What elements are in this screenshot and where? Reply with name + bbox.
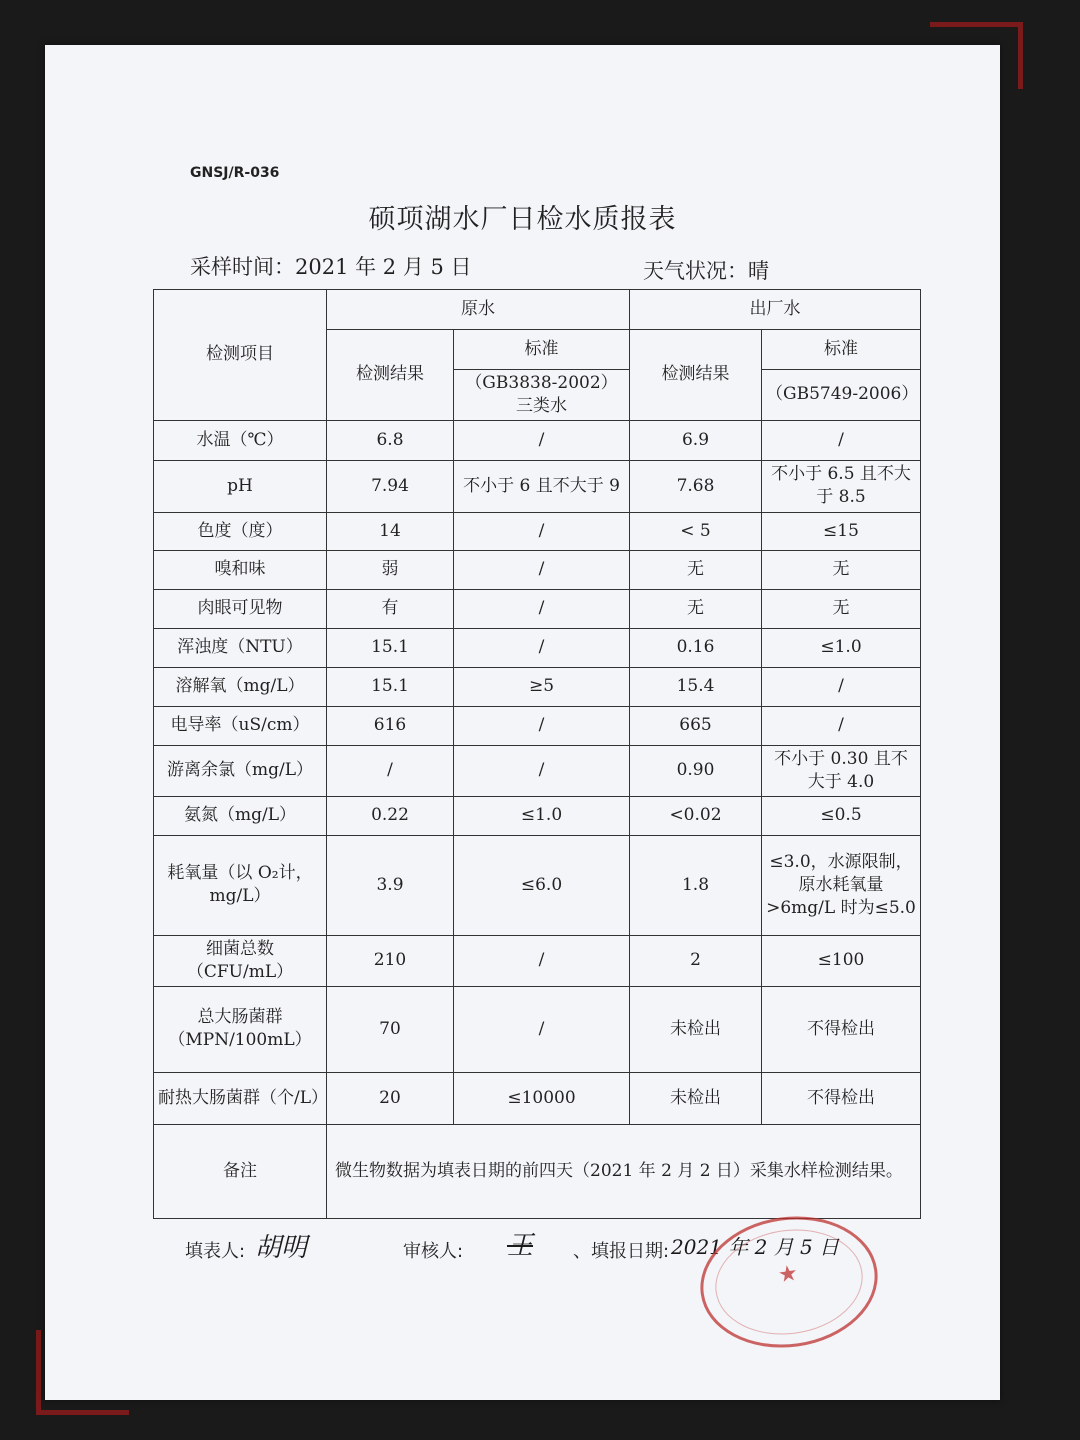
cell-out-standard: ≤100 [762,935,921,986]
cell-out-result: 0.16 [630,628,762,667]
table-row [154,706,921,745]
table-row [154,835,921,935]
cell-out-result: < 5 [630,512,762,550]
cell-raw-result: 70 [327,986,454,1072]
weather: 天气状况：晴 [643,259,769,283]
table-row [154,550,921,589]
cell-out-standard: ≤15 [762,512,921,550]
cell-out-result: 7.68 [630,460,762,512]
table-row-note [154,1124,921,1218]
cell-raw-result: 616 [327,706,454,745]
document-title: 硕项湖水厂日检水质报表 [368,204,677,235]
cell-item: 水温（℃） [154,420,327,460]
cell-raw-standard: / [454,550,630,589]
cell-item: 耗氧量（以 O₂计，mg/L） [154,835,327,935]
cell-out-standard: 不得检出 [762,986,921,1072]
cell-out-result: 665 [630,706,762,745]
cell-raw-standard: / [454,512,630,550]
cell-raw-standard: / [454,986,630,1072]
cell-raw-result: 210 [327,935,454,986]
cell-item: 溶解氧（mg/L） [154,667,327,706]
header-out-water: 出厂水 [630,290,921,330]
cell-raw-standard: ≥5 [454,667,630,706]
table-row [154,628,921,667]
cell-raw-standard: / [454,589,630,628]
cell-out-standard: 不小于 6.5 且不大于 8.5 [762,460,921,512]
cell-out-result: 未检出 [630,1072,762,1124]
header-out-standard: 标准 [762,330,921,370]
table-row [154,420,921,460]
cell-out-standard: ≤0.5 [762,796,921,835]
cell-out-standard: ≤3.0，水源限制，原水耗氧量>6mg/L 时为≤5.0 [762,835,921,935]
cell-raw-result: / [327,745,454,796]
cell-item: 电导率（uS/cm） [154,706,327,745]
cell-raw-result: 7.94 [327,460,454,512]
header-item: 检测项目 [154,290,327,421]
cell-out-standard: 无 [762,550,921,589]
cell-raw-standard: / [454,935,630,986]
header-raw-result: 检测结果 [327,330,454,421]
table-row [154,935,921,986]
table-row [154,745,921,796]
cell-out-standard: 不小于 0.30 且不大于 4.0 [762,745,921,796]
header-raw-std-code: （GB3838-2002）三类水 [454,370,630,421]
table-row [154,986,921,1072]
report-date-value: 2021 年 2 月 5 日 [671,1235,840,1259]
cell-item: 细菌总数（CFU/mL） [154,935,327,986]
cell-raw-result: 0.22 [327,796,454,835]
note-label: 备注 [154,1124,327,1218]
note-text: 微生物数据为填表日期的前四天（2021 年 2 月 2 日）采集水样检测结果。 [327,1124,921,1218]
cell-out-standard: 不得检出 [762,1072,921,1124]
cell-item: 耐热大肠菌群（个/L） [154,1072,327,1124]
filler-label: 填表人: [185,1241,246,1262]
cell-raw-standard: 不小于 6 且不大于 9 [454,460,630,512]
cell-raw-result: 有 [327,589,454,628]
cell-out-standard: / [762,706,921,745]
cell-raw-result: 6.8 [327,420,454,460]
cell-out-result: <0.02 [630,796,762,835]
cell-out-result: 6.9 [630,420,762,460]
cell-raw-standard: ≤10000 [454,1072,630,1124]
filler-signature: 胡明 [255,1233,308,1263]
cell-item: 色度（度） [154,512,327,550]
reviewer-label: 审核人: [403,1241,464,1262]
table-row [154,1072,921,1124]
header-raw-water: 原水 [327,290,630,330]
cell-out-standard: ≤1.0 [762,628,921,667]
cell-out-result: 无 [630,589,762,628]
table-row [154,512,921,550]
cell-out-result: 15.4 [630,667,762,706]
cell-raw-standard: ≤1.0 [454,796,630,835]
cell-raw-result: 3.9 [327,835,454,935]
sample-time: 采样时间：2021 年 2 月 5 日 [190,255,472,279]
table-row [154,460,921,512]
cell-out-standard: 无 [762,589,921,628]
seal-star-icon: ★ [776,1260,800,1289]
cell-raw-standard: / [454,628,630,667]
header-raw-standard: 标准 [454,330,630,370]
cell-out-result: 未检出 [630,986,762,1072]
cell-out-standard: / [762,667,921,706]
cell-out-standard: / [762,420,921,460]
cell-raw-standard: ≤6.0 [454,835,630,935]
cell-out-result: 0.90 [630,745,762,796]
red-seal-stamp [692,1205,886,1359]
water-quality-table [153,289,921,1219]
cell-raw-result: 14 [327,512,454,550]
cell-item: pH [154,460,327,512]
cell-raw-result: 15.1 [327,628,454,667]
table-row [154,667,921,706]
cell-out-result: 2 [630,935,762,986]
cell-raw-result: 20 [327,1072,454,1124]
header-out-std-code: （GB5749-2006） [762,370,921,421]
cell-out-result: 1.8 [630,835,762,935]
cell-out-result: 无 [630,550,762,589]
cell-raw-standard: / [454,420,630,460]
cell-item: 氨氮（mg/L） [154,796,327,835]
header-out-result: 检测结果 [630,330,762,421]
cell-item: 游离余氯（mg/L） [154,745,327,796]
cell-item: 总大肠菌群（MPN/100mL） [154,986,327,1072]
cell-raw-result: 15.1 [327,667,454,706]
cell-raw-standard: / [454,745,630,796]
table-row [154,589,921,628]
cell-raw-result: 弱 [327,550,454,589]
reviewer-signature: 王 [507,1231,534,1261]
document-code: GNSJ/R-036 [190,165,280,181]
cell-item: 浑浊度（NTU） [154,628,327,667]
cell-raw-standard: / [454,706,630,745]
report-paper [45,45,1000,1400]
cell-item: 嗅和味 [154,550,327,589]
cell-item: 肉眼可见物 [154,589,327,628]
report-date-label: 、填报日期: [573,1241,670,1262]
table-row [154,796,921,835]
